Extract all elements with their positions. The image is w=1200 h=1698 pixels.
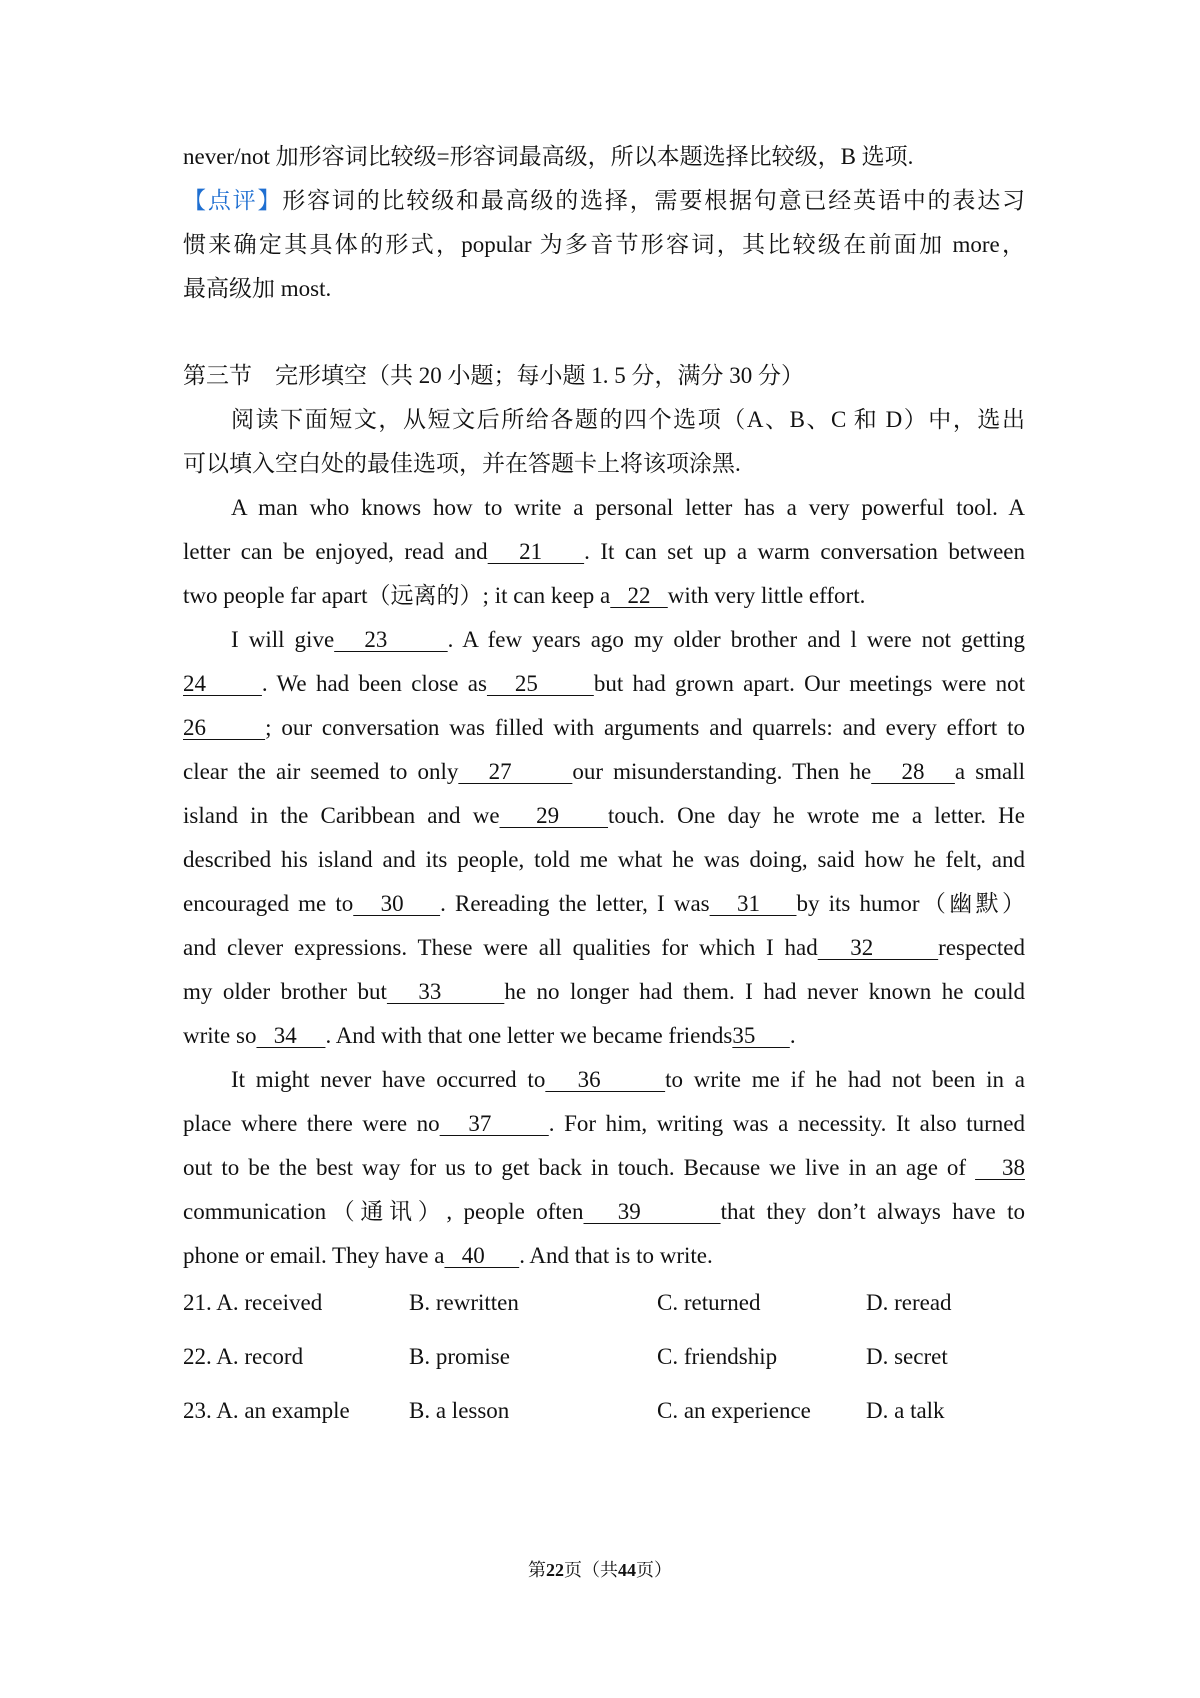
passage-line: A man who knows how to write a personal letter has a very powerful tool. A xyxy=(231,495,1025,520)
blank-32: 32 xyxy=(817,935,939,960)
page-footer: 第22页（共44页） xyxy=(528,1560,672,1580)
passage-line: my older brother but 33 he no longer had them. I had never known he could xyxy=(183,979,1025,1004)
passage-line: island in the Caribbean and we 29 touch. One day he wrote me a letter. He xyxy=(183,803,1026,828)
blank-28: 28 xyxy=(871,759,955,784)
page-total: 44 xyxy=(618,1560,636,1580)
option-b[interactable]: B. a lesson xyxy=(409,1398,510,1423)
blank-22: 22 xyxy=(610,583,668,608)
section-heading: 第三节 完形填空（共 20 小题；每小题 1. 5 分，满分 30 分） xyxy=(183,363,804,388)
passage-line: communication（通讯）, people often 39 that they don’t always have to xyxy=(183,1199,1025,1224)
comment-text: 形容词的比较级和最高级的选择，需要根据句意已经英语中的表达习 xyxy=(282,188,1026,213)
blank-26: 26 xyxy=(183,715,266,740)
blank-34: 34 xyxy=(256,1023,326,1048)
passage-line: described his island and its people, told me what he was doing, said how he felt, and xyxy=(183,847,1025,872)
blank-38: 38 xyxy=(975,1155,1025,1180)
passage-line: 26 ; our conversation was filled with arguments and quarrels: and every effort to xyxy=(183,715,1025,740)
option-d[interactable]: D. reread xyxy=(866,1290,952,1315)
blank-21: 21 xyxy=(487,539,585,564)
passage-line: 24 . We had been close as 25 but had grown apart. Our meetings were not xyxy=(183,671,1026,696)
passage-line: two people far apart（远离的）; it can keep a 22 with very little effort. xyxy=(183,583,866,608)
comment-tag: 【点评】 xyxy=(183,188,283,213)
option-b[interactable]: B. rewritten xyxy=(409,1290,519,1315)
instructions: 阅读下面短文，从短文后所给各题的四个选项（A、B、C 和 D）中，选出 xyxy=(231,407,1025,432)
blank-25: 25 xyxy=(486,671,594,696)
passage-line: write so 34 . And with that one letter we became friends35 . xyxy=(183,1023,796,1048)
passage-line: I will give 23 . A few years ago my older brother and l were not getting xyxy=(231,627,1026,652)
passage-line: place where there were no 37 . For him, writing was a necessity. It also turned xyxy=(183,1111,1025,1136)
blank-35: 35 xyxy=(732,1023,790,1048)
option-a[interactable]: 23. A. an example xyxy=(183,1398,350,1423)
option-c[interactable]: C. an experience xyxy=(657,1398,811,1423)
comment-line: 惯来确定其具体的形式，popular 为多音节形容词，其比较级在前面加 more， xyxy=(183,232,1025,257)
blank-40: 40 xyxy=(444,1243,520,1268)
blank-33: 33 xyxy=(386,979,505,1004)
blank-29: 29 xyxy=(499,803,609,828)
option-a[interactable]: 21. A. received xyxy=(183,1290,323,1315)
passage-line: and clever expressions. These were all qualities for which I had 32 respected xyxy=(183,935,1026,960)
blank-24: 24 xyxy=(183,671,262,696)
blank-39: 39 xyxy=(583,1199,721,1224)
blank-27: 27 xyxy=(458,759,573,784)
instructions: 可以填入空白处的最佳选项，并在答题卡上将该项涂黑. xyxy=(183,451,741,476)
option-c[interactable]: C. friendship xyxy=(657,1344,778,1369)
option-d[interactable]: D. secret xyxy=(866,1344,948,1369)
answer-explanation-line: never/not 加形容词比较级=形容词最高级，所以本题选择比较级，B 选项. xyxy=(183,144,914,169)
page-number: 22 xyxy=(546,1560,564,1580)
passage-line: out to be the best way for us to get back in touch. Because we live in an age of 38 xyxy=(183,1155,1025,1180)
option-a[interactable]: 22. A. record xyxy=(183,1344,304,1369)
passage-line: letter can be enjoyed, read and 21 . It can set up a warm conversation between xyxy=(183,539,1026,564)
passage-line: encouraged me to 30 . Rereading the letter, I was 31 by its humor（幽默） xyxy=(183,891,1026,916)
blank-31: 31 xyxy=(709,891,797,916)
option-b[interactable]: B. promise xyxy=(409,1344,510,1369)
blank-36: 36 xyxy=(545,1067,666,1092)
option-c[interactable]: C. returned xyxy=(657,1290,761,1315)
option-d[interactable]: D. a talk xyxy=(866,1398,945,1423)
comment-line xyxy=(183,186,1025,216)
blank-37: 37 xyxy=(439,1111,549,1136)
passage-line: It might never have occurred to 36 to write me if he had not been in a xyxy=(231,1067,1026,1092)
passage-line: clear the air seemed to only 27 our misunderstanding. Then he 28 a small xyxy=(183,759,1026,784)
blank-30: 30 xyxy=(353,891,441,916)
passage-line: phone or email. They have a 40 . And that is to write. xyxy=(183,1243,713,1268)
blank-23: 23 xyxy=(334,627,448,652)
comment-line: 最高级加 most. xyxy=(183,276,332,301)
